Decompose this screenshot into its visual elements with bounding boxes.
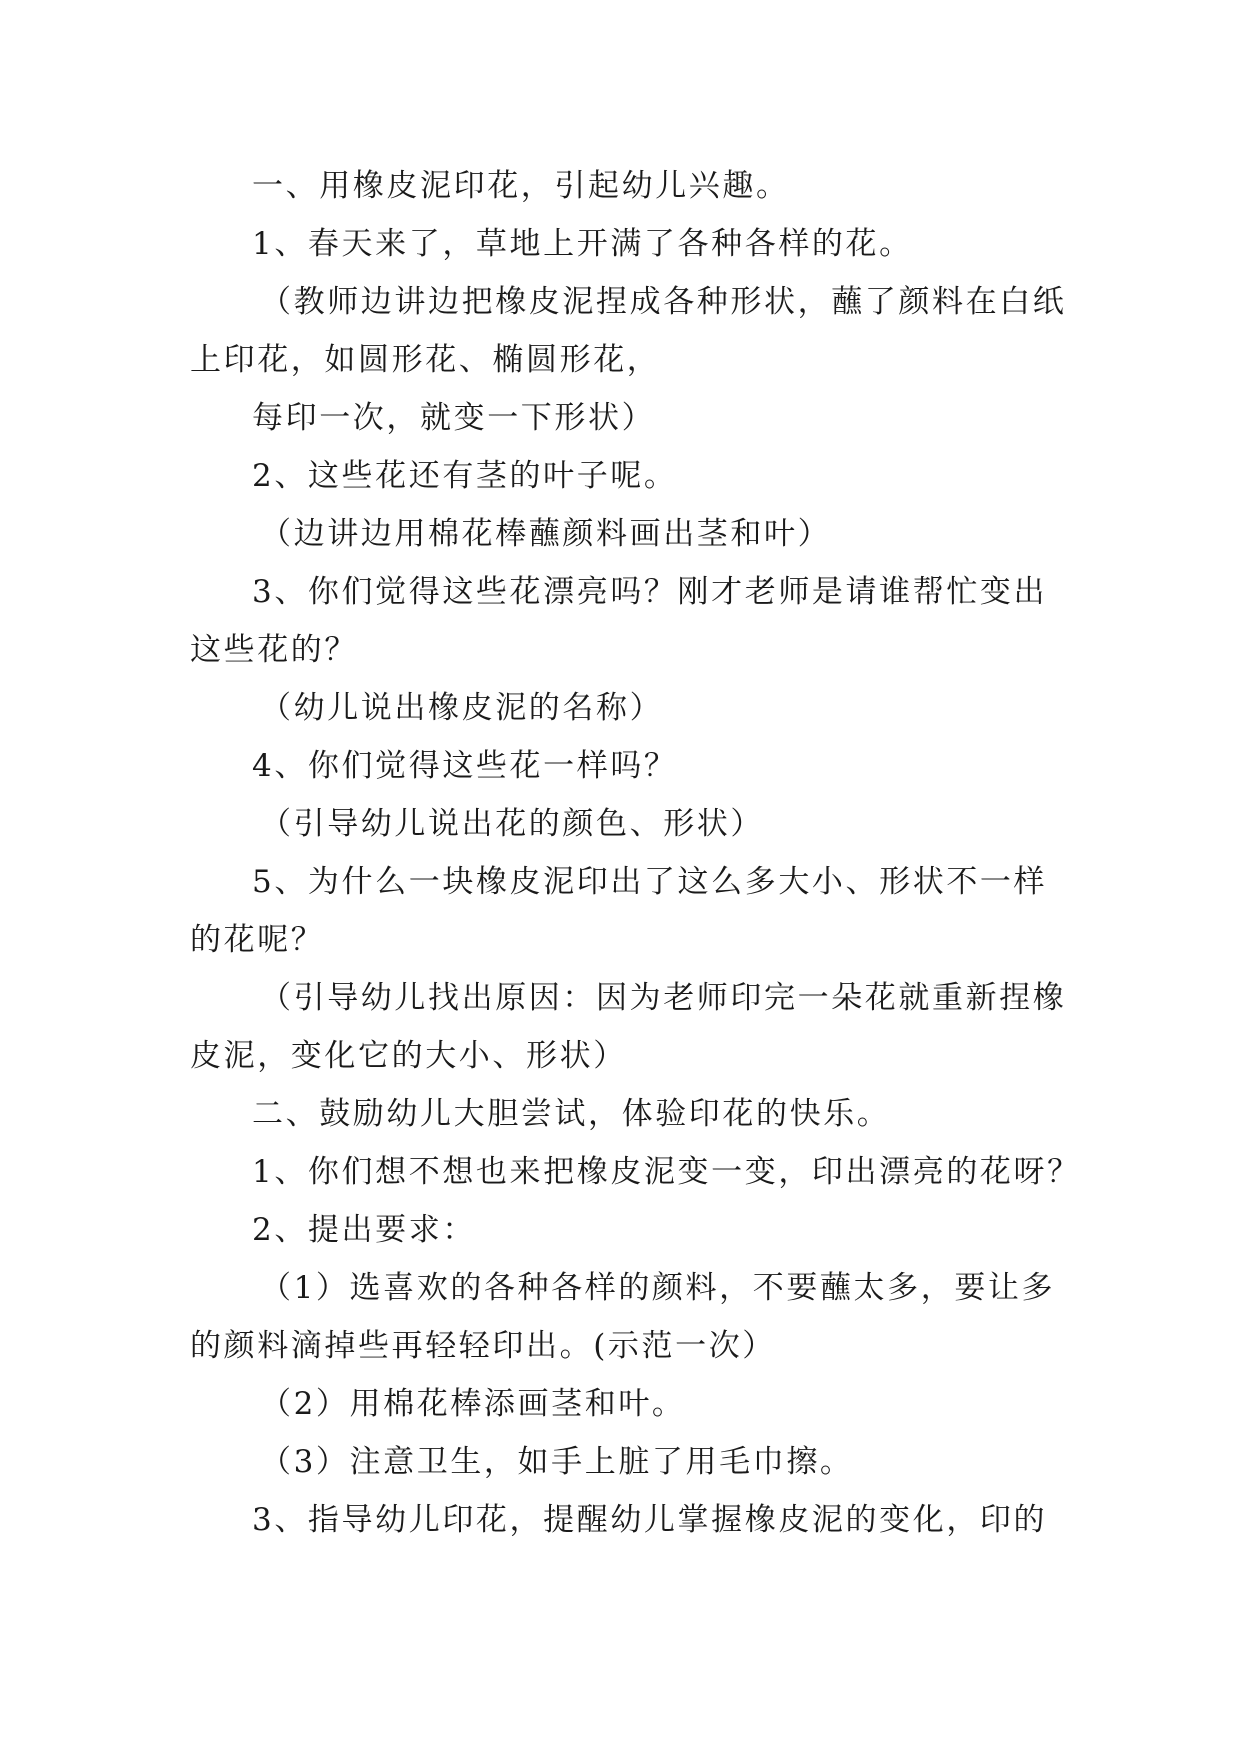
- text-line: 5、为什么一块橡皮泥印出了这么多大小、形状不一样: [252, 864, 1048, 900]
- text-line: 1、春天来了，草地上开满了各种各样的花。: [252, 226, 913, 262]
- text-line: 2、这些花还有茎的叶子呢。: [252, 458, 678, 494]
- text-line: 这些花的？: [190, 632, 358, 668]
- text-line: （2）用棉花棒添画茎和叶。: [260, 1386, 686, 1422]
- text-line: 上印花，如圆形花、椭圆形花，: [190, 342, 661, 378]
- text-line: 二、鼓励幼儿大胆尝试，体验印花的快乐。: [252, 1096, 891, 1132]
- text-line: （幼儿说出橡皮泥的名称）: [260, 690, 664, 726]
- text-line: （边讲边用棉花棒蘸颜料画出茎和叶）: [260, 516, 832, 552]
- text-line: （引导幼儿找出原因：因为老师印完一朵花就重新捏橡: [260, 980, 1067, 1016]
- text-line: （教师边讲边把橡皮泥捏成各种形状，蘸了颜料在白纸: [260, 284, 1067, 320]
- text-line: 的颜料滴掉些再轻轻印出。(示范一次）: [190, 1328, 776, 1364]
- text-line: 2、提出要求：: [252, 1212, 476, 1248]
- text-line: 3、指导幼儿印花，提醒幼儿掌握橡皮泥的变化，印的: [252, 1502, 1048, 1538]
- text-line: （1）选喜欢的各种各样的颜料，不要蘸太多，要让多: [260, 1270, 1056, 1306]
- text-line: 1、你们想不想也来把橡皮泥变一变，印出漂亮的花呀？: [252, 1154, 1081, 1190]
- text-line: 一、用橡皮泥印花，引起幼儿兴趣。: [252, 168, 790, 204]
- text-line: 皮泥，变化它的大小、形状）: [190, 1038, 627, 1074]
- text-line: （引导幼儿说出花的颜色、形状）: [260, 806, 764, 842]
- text-line: 3、你们觉得这些花漂亮吗？刚才老师是请谁帮忙变出: [252, 574, 1048, 610]
- text-line: （3）注意卫生，如手上脏了用毛巾擦。: [260, 1444, 854, 1480]
- text-line: 每印一次，就变一下形状）: [252, 400, 656, 436]
- text-line: 4、你们觉得这些花一样吗？: [252, 748, 678, 784]
- text-line: 的花呢？: [190, 922, 325, 958]
- document-body: [190, 157, 1081, 1549]
